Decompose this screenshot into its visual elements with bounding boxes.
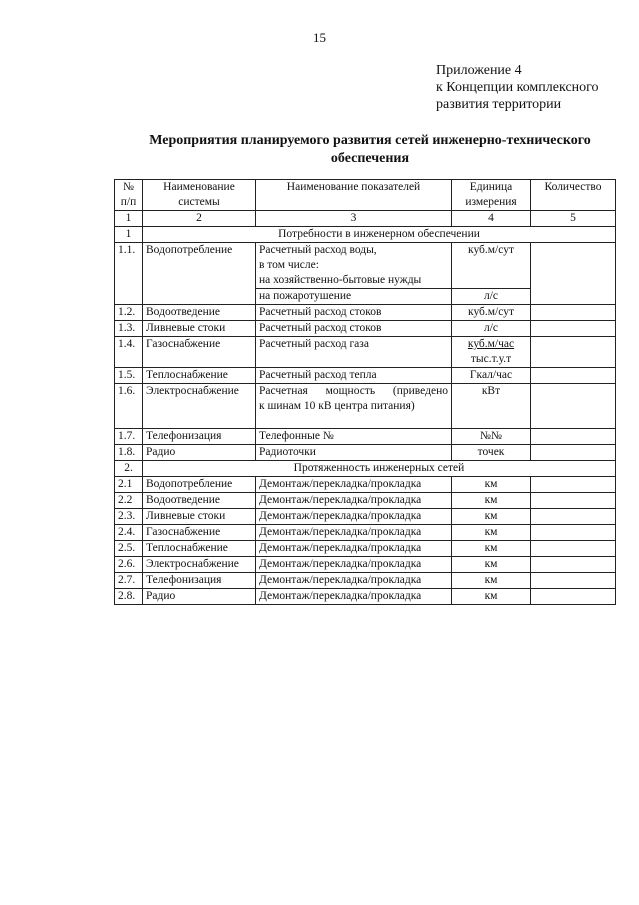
row-unit: л/с	[452, 321, 531, 337]
document-title-line: обеспечения	[330, 151, 410, 166]
table-row	[115, 477, 616, 493]
column-number: 4	[452, 211, 531, 227]
row-indicator: Расчетный расход газа	[256, 337, 452, 368]
page-number: 15	[313, 30, 326, 45]
row-num: 1.7.	[115, 429, 143, 445]
indicator-line: к шинам 10 кВ центра питания)	[259, 400, 415, 412]
header-num: № п/п	[115, 180, 143, 211]
header-system: Наименование системы	[143, 180, 256, 211]
row-quantity	[531, 525, 616, 541]
row-num: 2.1	[115, 477, 143, 493]
row-quantity	[531, 243, 616, 305]
document-title-line: Мероприятия планируемого развития сетей инженерно-технического	[149, 133, 591, 148]
row-num: 2.6.	[115, 557, 143, 573]
table-row	[115, 321, 616, 337]
table-row	[115, 445, 616, 461]
row-num: 2.4.	[115, 525, 143, 541]
row-system: Теплоснабжение	[143, 368, 256, 384]
table-row	[115, 337, 616, 368]
column-number: 1	[115, 211, 143, 227]
unit-line: тыс.т.у.т	[470, 353, 512, 365]
row-indicator: Демонтаж/перекладка/прокладка	[256, 573, 452, 589]
row-unit: км	[452, 477, 531, 493]
row-quantity	[531, 368, 616, 384]
table-row	[115, 493, 616, 509]
row-indicator: Демонтаж/перекладка/прокладка	[256, 525, 452, 541]
row-unit: км	[452, 493, 531, 509]
row-indicator: Телефонные №	[256, 429, 452, 445]
row-quantity	[531, 429, 616, 445]
row-system: Ливневые стоки	[143, 321, 256, 337]
row-unit: Гкал/час	[452, 368, 531, 384]
row-quantity	[531, 493, 616, 509]
row-num: 1.2.	[115, 305, 143, 321]
section-row	[115, 227, 616, 243]
row-quantity	[531, 477, 616, 493]
row-indicator: Демонтаж/перекладка/прокладка	[256, 589, 452, 605]
section-title: Протяженность инженерных сетей	[143, 461, 616, 477]
row-quantity	[531, 445, 616, 461]
indicator-line: на хозяйственно-бытовые нужды	[259, 274, 422, 286]
row-indicator: на пожаротушение	[256, 289, 452, 305]
row-indicator	[256, 243, 452, 289]
row-unit: №№	[452, 429, 531, 445]
table-row	[115, 429, 616, 445]
row-quantity	[531, 509, 616, 525]
row-unit: куб.м/сут	[452, 243, 531, 289]
row-num: 2.7.	[115, 573, 143, 589]
indicator-line: Расчетный расход воды,	[259, 244, 377, 256]
row-indicator: Расчетный расход тепла	[256, 368, 452, 384]
row-unit: км	[452, 541, 531, 557]
row-indicator: Демонтаж/перекладка/прокладка	[256, 541, 452, 557]
row-quantity	[531, 589, 616, 605]
row-num: 2.2	[115, 493, 143, 509]
row-num: 1.6.	[115, 384, 143, 429]
appendix-note	[436, 62, 599, 113]
row-system: Ливневые стоки	[143, 509, 256, 525]
table-header-row	[115, 180, 616, 211]
row-unit	[452, 337, 531, 368]
row-system: Электроснабжение	[143, 557, 256, 573]
row-system: Радио	[143, 589, 256, 605]
appendix-line: развития территории	[436, 97, 562, 112]
row-unit: км	[452, 509, 531, 525]
row-num: 1.8.	[115, 445, 143, 461]
row-indicator	[256, 384, 452, 429]
row-system: Теплоснабжение	[143, 541, 256, 557]
row-indicator: Расчетный расход стоков	[256, 305, 452, 321]
row-num: 1.4.	[115, 337, 143, 368]
header-quantity: Количество	[531, 180, 616, 211]
section-num: 2.	[115, 461, 143, 477]
indicator-line: Расчетная мощность (приведено	[259, 385, 448, 397]
column-number-row	[115, 211, 616, 227]
section-row	[115, 461, 616, 477]
row-system: Электроснабжение	[143, 384, 256, 429]
table-row	[115, 557, 616, 573]
indicator-line: в том числе:	[259, 259, 319, 271]
row-num: 1.1.	[115, 243, 143, 305]
row-unit: куб.м/сут	[452, 305, 531, 321]
column-number: 3	[256, 211, 452, 227]
row-system: Водоотведение	[143, 305, 256, 321]
table-row	[115, 384, 616, 429]
row-quantity	[531, 557, 616, 573]
row-quantity	[531, 321, 616, 337]
row-unit: кВт	[452, 384, 531, 429]
appendix-line: к Концепции комплексного	[436, 80, 599, 95]
row-quantity	[531, 384, 616, 429]
row-quantity	[531, 573, 616, 589]
row-unit: км	[452, 525, 531, 541]
table-row	[115, 589, 616, 605]
header-unit: Единица измерения	[452, 180, 531, 211]
table-row	[115, 573, 616, 589]
row-indicator: Демонтаж/перекладка/прокладка	[256, 557, 452, 573]
row-system: Водопотребление	[143, 477, 256, 493]
row-system: Радио	[143, 445, 256, 461]
section-num: 1	[115, 227, 143, 243]
appendix-line: Приложение 4	[436, 63, 522, 78]
header-indicator: Наименование показателей	[256, 180, 452, 211]
row-system: Телефонизация	[143, 573, 256, 589]
unit-line: куб.м/час	[467, 338, 515, 350]
row-system: Газоснабжение	[143, 337, 256, 368]
row-system: Водопотребление	[143, 243, 256, 305]
column-number: 5	[531, 211, 616, 227]
row-quantity	[531, 541, 616, 557]
row-unit: точек	[452, 445, 531, 461]
table-row	[115, 305, 616, 321]
row-unit: км	[452, 573, 531, 589]
row-indicator: Демонтаж/перекладка/прокладка	[256, 477, 452, 493]
table-row	[115, 243, 616, 289]
row-quantity	[531, 337, 616, 368]
row-quantity	[531, 305, 616, 321]
table-row	[115, 368, 616, 384]
row-num: 2.8.	[115, 589, 143, 605]
row-system: Телефонизация	[143, 429, 256, 445]
row-system: Водоотведение	[143, 493, 256, 509]
row-num: 2.3.	[115, 509, 143, 525]
row-indicator: Демонтаж/перекладка/прокладка	[256, 509, 452, 525]
row-system: Газоснабжение	[143, 525, 256, 541]
measures-table	[114, 179, 616, 605]
row-unit: км	[452, 589, 531, 605]
row-indicator: Демонтаж/перекладка/прокладка	[256, 493, 452, 509]
row-unit: км	[452, 557, 531, 573]
column-number: 2	[143, 211, 256, 227]
table-row	[115, 541, 616, 557]
table-row	[115, 509, 616, 525]
document-title	[110, 132, 630, 168]
row-indicator: Радиоточки	[256, 445, 452, 461]
row-num: 1.3.	[115, 321, 143, 337]
row-unit: л/с	[452, 289, 531, 305]
row-num: 1.5.	[115, 368, 143, 384]
row-indicator: Расчетный расход стоков	[256, 321, 452, 337]
row-num: 2.5.	[115, 541, 143, 557]
table-row	[115, 525, 616, 541]
section-title: Потребности в инженерном обеспечении	[143, 227, 616, 243]
